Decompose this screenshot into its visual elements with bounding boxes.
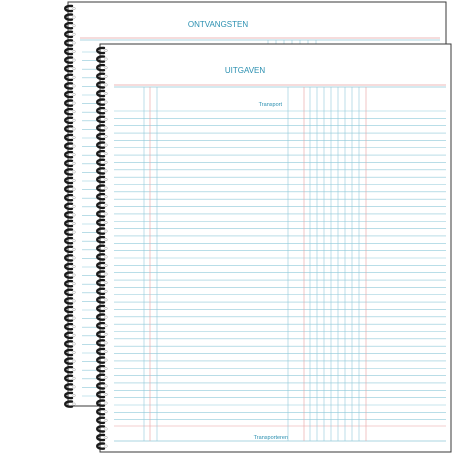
spiral-hole: [105, 118, 108, 121]
spiral-hole: [73, 85, 76, 88]
back-notebook-rules: [82, 52, 99, 396]
spiral-hole: [105, 135, 108, 138]
spiral-hole: [105, 213, 108, 216]
spiral-hole: [73, 171, 76, 174]
spiral-hole: [105, 109, 108, 112]
spiral-hole: [105, 144, 108, 147]
spiral-hole: [105, 359, 108, 362]
spiral-hole: [105, 238, 108, 241]
spiral-hole: [73, 368, 76, 371]
spiral-hole: [105, 92, 108, 95]
spiral-hole: [73, 102, 76, 105]
spiral-hole: [73, 188, 76, 191]
spiral-hole: [105, 84, 108, 87]
transport-label: Transport: [258, 102, 282, 108]
spiral-hole: [105, 152, 108, 155]
spiral-hole: [73, 33, 76, 36]
spiral-hole: [73, 128, 76, 131]
spiral-hole: [105, 299, 108, 302]
spiral-hole: [105, 127, 108, 130]
spiral-hole: [105, 376, 108, 379]
spiral-hole: [73, 274, 76, 277]
spiral-hole: [105, 436, 108, 439]
spiral-hole: [105, 66, 108, 69]
spiral-hole: [105, 195, 108, 198]
spiral-hole: [73, 325, 76, 328]
spiral-hole: [105, 178, 108, 181]
spiral-hole: [73, 282, 76, 285]
spiral-hole: [105, 428, 108, 431]
front-notebook: [97, 44, 451, 452]
spiral-hole: [73, 93, 76, 96]
spiral-hole: [73, 265, 76, 268]
spiral-hole: [73, 214, 76, 217]
spiral-hole: [73, 59, 76, 62]
spiral-hole: [105, 187, 108, 190]
transporteren-label: Transporteren: [253, 435, 288, 441]
spiral-hole: [73, 257, 76, 260]
spiral-hole: [105, 324, 108, 327]
spiral-hole: [105, 281, 108, 284]
spiral-hole: [73, 317, 76, 320]
spiral-hole: [73, 136, 76, 139]
spiral-hole: [73, 76, 76, 79]
spiral-hole: [73, 119, 76, 122]
spiral-hole: [105, 170, 108, 173]
spiral-hole: [105, 161, 108, 164]
spiral-hole: [73, 179, 76, 182]
spiral-hole: [73, 386, 76, 389]
spiral-hole: [73, 239, 76, 242]
front-notebook-title: UITGAVEN: [224, 66, 266, 75]
spiral-hole: [73, 7, 76, 10]
spiral-hole: [105, 402, 108, 405]
spiral-hole: [73, 360, 76, 363]
spiral-hole: [105, 221, 108, 224]
spiral-hole: [73, 110, 76, 113]
spiral-hole: [73, 248, 76, 251]
spiral-hole: [105, 333, 108, 336]
spiral-hole: [105, 273, 108, 276]
spiral-hole: [105, 316, 108, 319]
spiral-hole: [105, 393, 108, 396]
spiral-hole: [73, 145, 76, 148]
spiral-hole: [105, 307, 108, 310]
spiral-hole: [105, 367, 108, 370]
spiral-hole: [73, 291, 76, 294]
spiral-hole: [105, 256, 108, 259]
spiral-hole: [105, 49, 108, 52]
spiral-hole: [105, 342, 108, 345]
spiral-hole: [105, 445, 108, 448]
spiral-hole: [73, 308, 76, 311]
spiral-hole: [73, 67, 76, 70]
spiral-hole: [105, 350, 108, 353]
spiral-hole: [105, 58, 108, 61]
spiral-hole: [105, 385, 108, 388]
spiral-hole: [73, 42, 76, 45]
spiral-hole: [73, 334, 76, 337]
back-notebook-title: ONTVANGSTEN: [187, 20, 249, 29]
spiral-hole: [105, 419, 108, 422]
spiral-hole: [73, 343, 76, 346]
spiral-hole: [73, 153, 76, 156]
spiral-hole: [73, 231, 76, 234]
spiral-hole: [73, 16, 76, 19]
spiral-hole: [73, 394, 76, 397]
spiral-hole: [105, 230, 108, 233]
spiral-hole: [105, 75, 108, 78]
spiral-hole: [73, 300, 76, 303]
spiral-hole: [73, 377, 76, 380]
spiral-hole: [105, 247, 108, 250]
spiral-hole: [73, 351, 76, 354]
spiral-hole: [105, 101, 108, 104]
spiral-hole: [105, 410, 108, 413]
spiral-hole: [73, 403, 76, 406]
spiral-hole: [73, 24, 76, 27]
spiral-hole: [105, 290, 108, 293]
spiral-hole: [73, 50, 76, 53]
spiral-hole: [73, 205, 76, 208]
spiral-hole: [73, 196, 76, 199]
spiral-hole: [105, 264, 108, 267]
spiral-hole: [105, 204, 108, 207]
spiral-hole: [73, 162, 76, 165]
spiral-hole: [73, 222, 76, 225]
